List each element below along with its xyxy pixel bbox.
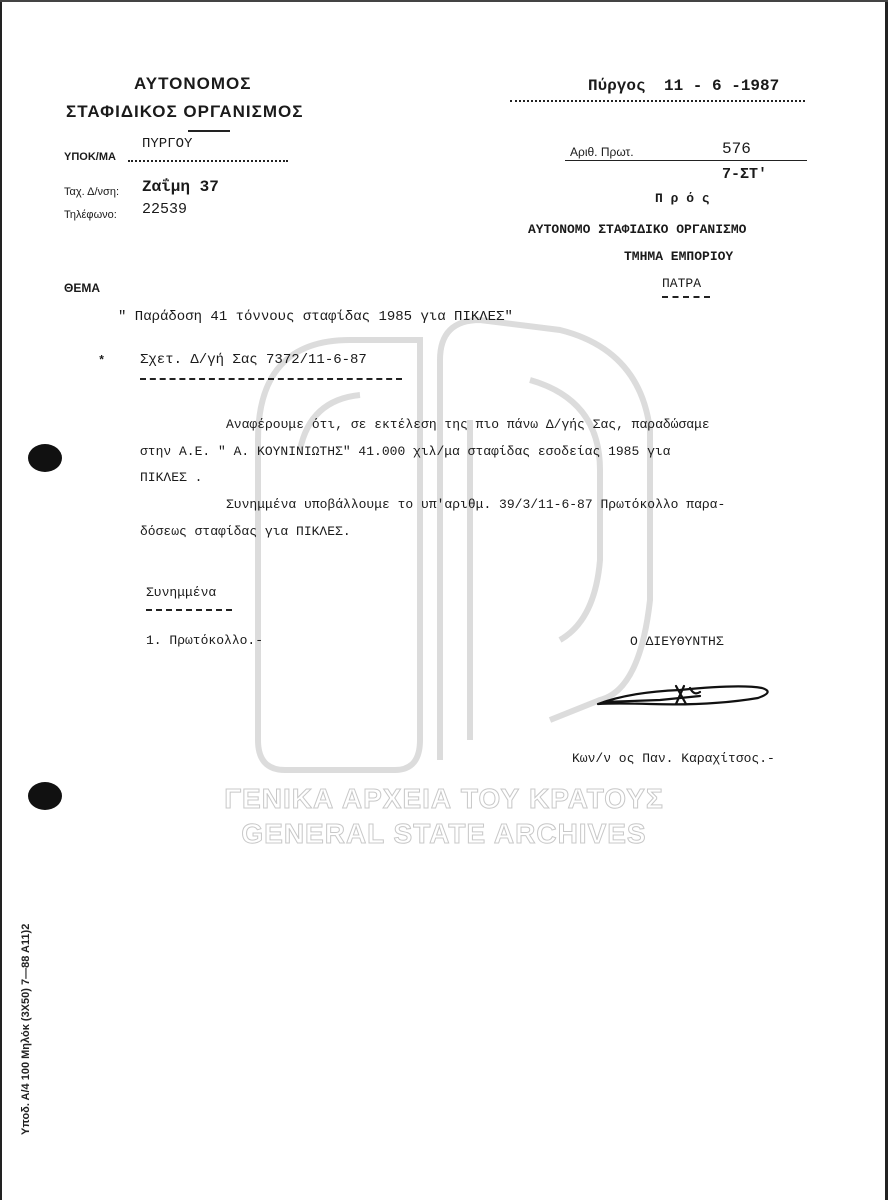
org-name-underline xyxy=(188,130,230,132)
signatory-name: Κων/ν ος Παν. Καραχίτσος.- xyxy=(572,751,775,766)
subject-label: ΘΕΜΑ xyxy=(64,281,100,295)
handwritten-signature xyxy=(590,678,780,718)
attachment-item-1: 1. Πρωτόκολλο.- xyxy=(146,633,264,648)
form-side-print: Υποδ. Α/4 100 Μηλόκ (3Χ50) 7—88 Α11)2 xyxy=(20,923,32,1135)
body-line5: δόσεως σταφίδας για ΠΙΚΛΕΣ. xyxy=(140,524,351,539)
subunit-label: ΥΠΟΚ/ΜΑ xyxy=(64,151,116,163)
protocol-number: 576 xyxy=(722,140,751,158)
body-line4: Συνημμένα υποβάλλουμε το υπ'αριθμ. 39/3/11-6-87 Πρωτόκολλο παρα- xyxy=(226,497,726,512)
subunit-value: ΠΥΡΓΟΥ xyxy=(142,136,193,152)
punch-hole-top xyxy=(28,444,62,472)
body-line1: Αναφέρουμε ότι, σε εκτέλεση της πιο πάνω Δ/γής Σας, παραδώσαμε xyxy=(226,417,710,432)
postal-value: Ζαΐμη 37 xyxy=(142,178,219,196)
body-line3: ΠΙΚΛΕΣ . xyxy=(140,470,203,485)
postal-label: Ταχ. Δ/νση: xyxy=(64,186,120,198)
recipient-underline xyxy=(662,296,710,298)
recipient-line1: ΑΥΤΟΝΟΜΟ ΣΤΑΦΙΔΙΚΟ ΟΡΓΑΝΙΣΜΟ xyxy=(528,222,747,237)
protocol-underline xyxy=(565,160,807,161)
watermark-greek: ΓΕΝΙΚΑ ΑΡΧΕΙΑ ΤΟΥ ΚΡΑΤΟΥΣ xyxy=(224,783,664,814)
attachments-underline xyxy=(146,609,232,611)
reference-text: Σχετ. Δ/γή Σας 7372/11-6-87 xyxy=(140,352,367,368)
date-place: Πύργος xyxy=(588,77,646,95)
recipient-to-label: Π ρ ό ς xyxy=(655,191,710,206)
date-value: 11 - 6 -1987 xyxy=(664,77,780,95)
recipient-line3: ΠΑΤΡΑ xyxy=(662,276,702,291)
subunit-dotted-line xyxy=(128,160,288,162)
phone-value: 22539 xyxy=(142,201,188,218)
protocol-code: 7-ΣΤ' xyxy=(722,166,768,183)
attachments-label: Συνημμένα xyxy=(146,585,217,600)
org-name-line1: ΑΥΤΟΝΟΜΟΣ xyxy=(134,74,252,93)
subject-text: " Παράδοση 41 τόννους σταφίδας 1985 για ΠΙΚΛΕΣ" xyxy=(118,309,513,325)
body-line2: στην Α.Ε. " Α. ΚΟΥΝΙΝΙΩΤΗΣ" 41.000 χιλ/μα σταφίδας εσοδείας 1985 για xyxy=(140,444,671,459)
phone-label: Τηλέφωνο: xyxy=(64,209,117,221)
recipient-line2: ΤΜΗΜΑ ΕΜΠΟΡΙΟΥ xyxy=(624,249,734,264)
punch-hole-bottom xyxy=(28,782,62,810)
reference-bullet: * xyxy=(98,354,106,368)
reference-underline xyxy=(140,378,402,380)
org-name-line2: ΣΤΑΦΙΔΙΚΟΣ ΟΡΓΑΝΙΣΜΟΣ xyxy=(66,102,304,121)
watermark-english: GENERAL STATE ARCHIVES xyxy=(241,818,647,849)
date-dotted-line xyxy=(510,100,805,102)
protocol-label: Αριθ. Πρωτ. xyxy=(570,145,634,159)
signatory-title: Ο ΔΙΕΥΘΥΝΤΗΣ xyxy=(630,634,724,649)
